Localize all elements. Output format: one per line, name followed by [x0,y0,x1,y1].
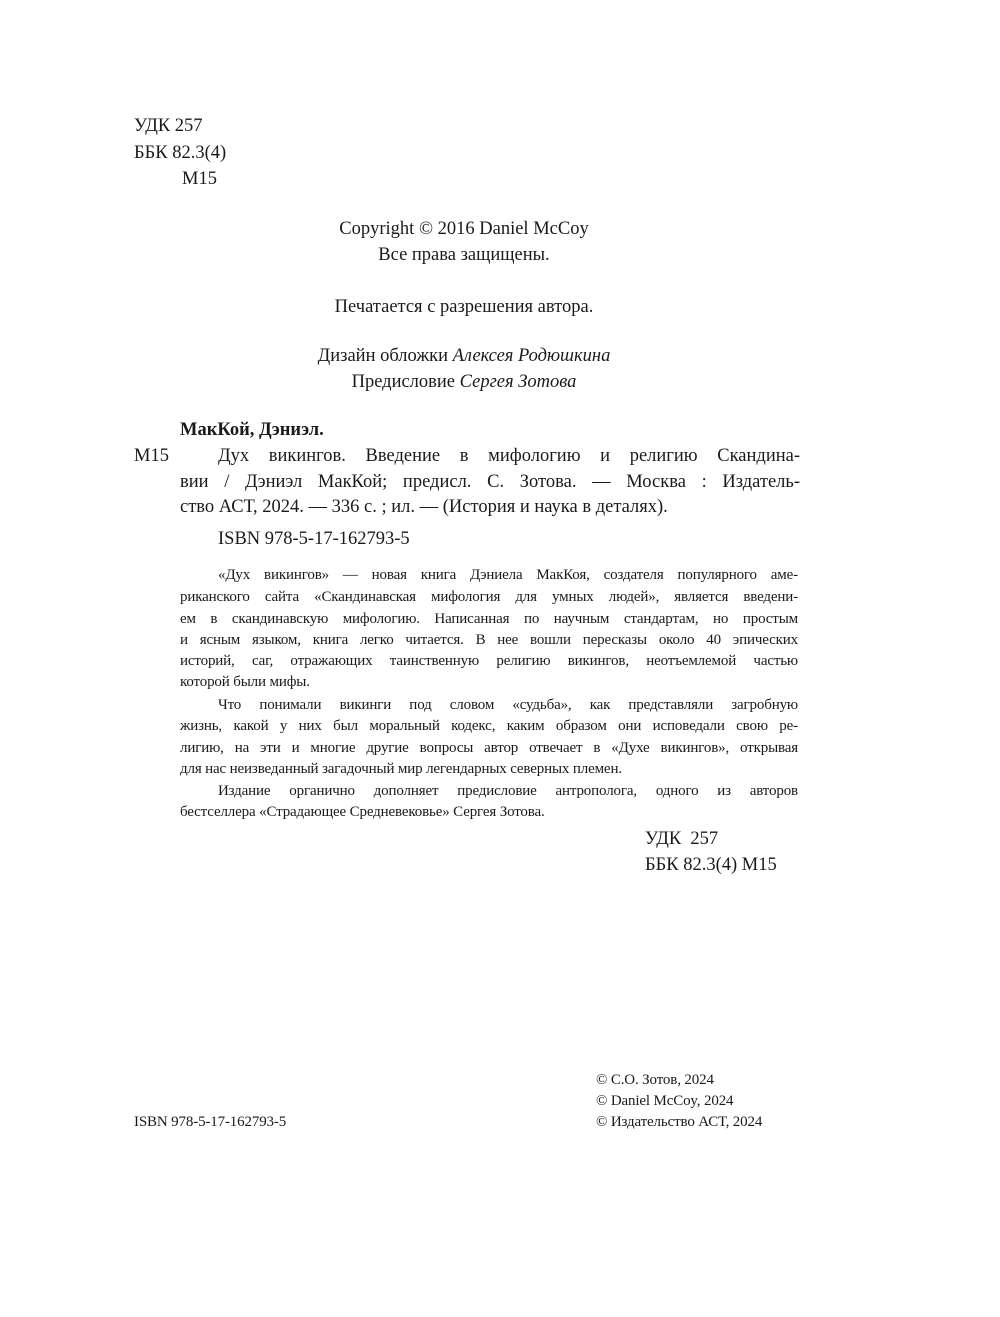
footer-isbn: ISBN 978-5-17-162793-5 [134,1114,287,1130]
annotation-line: «Дух викингов» — новая книга Дэниела МакКоя, создателя популярного аме- [218,567,798,583]
copyright-entry: © Daniel McCoy, 2024 [596,1093,734,1109]
bib-mark: М15 [134,446,169,466]
copyright-entry: © С.О. Зотов, 2024 [596,1072,714,1088]
annotation-line: историй, саг, отражающих таинственную религию викингов, неотъемлемой частью [180,653,798,669]
cover-designer: Алексея Родюшкина [452,346,611,366]
annotation-line: которой были мифы. [180,674,310,690]
bib-line: вии / Дэниэл МакКой; предисл. С. Зотова. — Москва : Издатель- [180,472,800,492]
annotation-line: и ясным языком, книга легко читается. В нее вошли пересказы около 40 эпических [180,632,798,648]
cover-design-credit [200,346,728,367]
rights-reserved: Все права защищены. [378,245,550,265]
annotation-line: ем в скандинавскую мифологию. Написанная по научным стандартам, но простым [180,611,798,627]
annotation-line: для нас неизведанный загадочный мир легендарных северных племен. [180,761,622,777]
bib-isbn: ISBN 978-5-17-162793-5 [218,529,410,549]
index-udk: УДК 257 [645,829,719,849]
annotation-line: жизнь, какой у них был моральный кодекс, каким образом они исповедали свою ре- [180,718,798,734]
annotation-line: бестселлера «Страдающее Средневековье» Сергея Зотова. [180,804,545,820]
index-bbk: ББК 82.3(4) М15 [645,855,777,875]
bib-line: ство АСТ, 2024. — 336 с. ; ил. — (История и наука в деталях). [180,497,668,517]
bbk-code: ББК 82.3(4) [134,143,227,163]
preface-credit [200,372,728,393]
annotation-line: лигию, на эти и многие другие вопросы автор отвечает в «Духе викингов», открывая [180,740,798,756]
copyright-entry: © Издательство АСТ, 2024 [596,1114,763,1130]
bib-author: МакКой, Дэниэл. [180,420,324,440]
copyright-line: Copyright © 2016 Daniel McCoy [339,219,589,239]
annotation-line: риканского сайта «Скандинавская мифология для умных людей», является введени- [180,589,798,605]
preface-author: Сергея Зотова [459,372,577,392]
annotation-line: Что понимали викинги под словом «судьба», как представляли загробную [218,697,798,713]
author-mark: М15 [182,169,217,189]
cover-label: Дизайн обложки [317,346,448,366]
preface-label: Предисловие [351,372,456,392]
permission-note: Печатается с разрешения автора. [334,297,594,317]
annotation-line: Издание органично дополняет предисловие антрополога, одного из авторов [218,783,798,799]
bib-line: Дух викингов. Введение в мифологию и религию Скандина- [218,446,800,466]
udk-code: УДК 257 [134,116,203,136]
